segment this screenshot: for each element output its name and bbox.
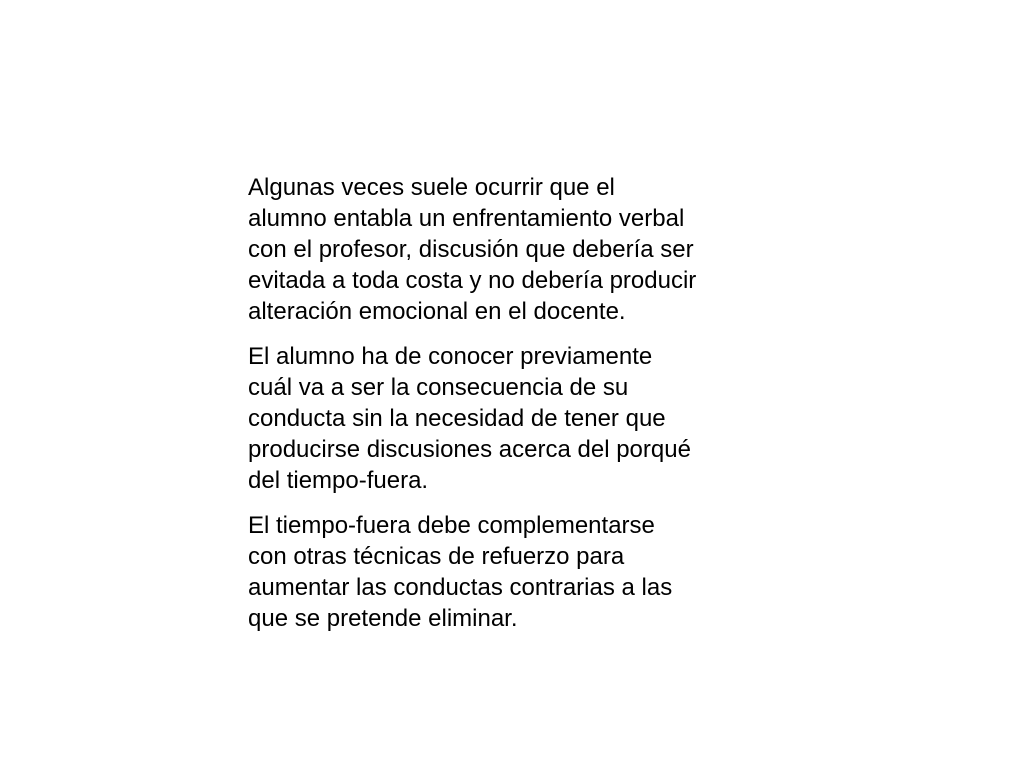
paragraph-2 <box>248 341 738 496</box>
paragraph-line: El tiempo-fuera debe complementarse <box>248 512 655 539</box>
paragraph-line: cuál va a ser la consecuencia de su <box>248 374 629 401</box>
paragraph-1 <box>248 172 738 327</box>
paragraph-line: conducta sin la necesidad de tener que <box>248 405 666 432</box>
paragraph-line: del tiempo-fuera. <box>248 467 429 494</box>
paragraph-line: con otras técnicas de refuerzo para <box>248 543 625 570</box>
paragraph-line: producirse discusiones acerca del porqué <box>248 436 691 463</box>
paragraph-line: Algunas veces suele ocurrir que el <box>248 174 615 201</box>
paragraph-line: alteración emocional en el docente. <box>248 298 626 325</box>
paragraph-line: con el profesor, discusión que debería ser <box>248 236 694 263</box>
paragraph-line: El alumno ha de conocer previamente <box>248 343 653 370</box>
paragraph-line: evitada a toda costa y no debería producir <box>248 267 697 294</box>
paragraph-line: que se pretende eliminar. <box>248 605 518 632</box>
paragraph-3 <box>248 510 738 634</box>
text-block <box>248 172 738 648</box>
paragraph-line: alumno entabla un enfrentamiento verbal <box>248 205 685 232</box>
paragraph-line: aumentar las conductas contrarias a las <box>248 574 673 601</box>
